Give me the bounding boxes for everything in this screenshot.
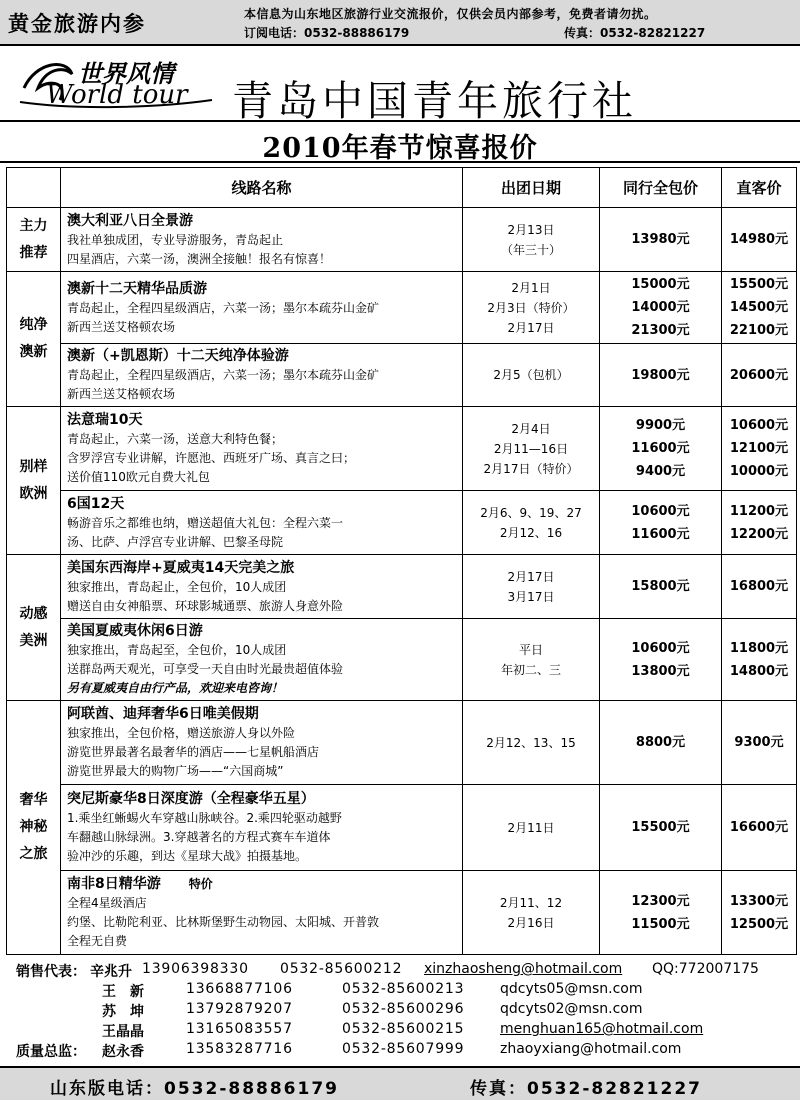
route-name: 美国夏威夷休闲6日游: [67, 623, 203, 639]
date-cell: 2月11日: [463, 785, 600, 871]
route-name: 6国12天: [67, 495, 125, 512]
route-cell: [61, 555, 463, 619]
direct-price-cell: 16800元: [722, 555, 797, 619]
contact-name: 辛兆升: [90, 964, 132, 980]
date-cell: 2月17日 3月17日: [463, 555, 600, 619]
trade-price-cell: 15000元 14000元 21300元: [600, 272, 722, 344]
route-cell: [61, 871, 463, 955]
contact-name: 赵永香: [102, 1044, 144, 1060]
route-cell: [61, 619, 463, 701]
date-cell: 2月4日 2月11—16日 2月17日（特价）: [463, 407, 600, 491]
top-banner: [0, 0, 800, 46]
date-cell: 2月6、9、19、27 2月12、16: [463, 491, 600, 555]
category-cell: 别样欧洲: [7, 407, 61, 555]
route-cell: [61, 491, 463, 555]
divider: [0, 161, 800, 163]
table-row: [7, 619, 797, 701]
bottom-banner: [0, 1066, 800, 1100]
subscribe-phone: 订阅电话：0532-88886179: [244, 26, 410, 40]
category-cell: 主力推荐: [7, 208, 61, 272]
contact-name: 苏 坤: [102, 1004, 144, 1020]
route-desc: 1.乘坐红蜥蜴火车穿越山脉峡谷。2.乘四轮驱动越野 车翻越山脉绿洲。3.穿越著名的方程式赛车车道体 验冲沙的乐趣，到达《星球大战》拍摄基地。: [67, 811, 342, 863]
category-cell: 动感美洲: [7, 555, 61, 701]
header-trade-price: 同行全包价: [600, 168, 722, 208]
table-row: [7, 208, 797, 272]
sales-label: 销售代表：: [16, 964, 86, 980]
trade-price-cell: 9900元 11600元 9400元: [600, 407, 722, 491]
quality-label: 质量总监：: [16, 1044, 86, 1060]
contact-email[interactable]: qdcyts05@msn.com: [500, 981, 643, 997]
route-desc: 畅游音乐之都维也纳，赠送超值大礼包：全程六菜一 汤、比萨、卢浮宫专业讲解、巴黎圣母院: [67, 515, 344, 549]
page-title: 2010年春节惊喜报价: [262, 133, 538, 164]
date-cell: 2月11、12 2月16日: [463, 871, 600, 955]
route-name: 美国东西海岸+夏威夷14天完美之旅: [67, 559, 295, 576]
table-row: [7, 555, 797, 619]
trade-price-cell: 19800元: [600, 344, 722, 407]
world-tour-logo: [16, 52, 216, 114]
table-row: [7, 871, 797, 955]
route-name: 阿联酋、迪拜奢华6日唯美假期: [67, 706, 259, 722]
date-cell: 2月5（包机）: [463, 344, 600, 407]
trade-price-cell: 13980元: [600, 208, 722, 272]
direct-price-cell: 10600元 12100元 10000元: [722, 407, 797, 491]
route-cell: [61, 701, 463, 785]
route-cell: [61, 785, 463, 871]
table-row: [7, 701, 797, 785]
contact-mobile: 13165083557: [186, 1021, 293, 1037]
category-cell: 奢华神秘之旅: [7, 701, 61, 955]
direct-price-cell: 20600元: [722, 344, 797, 407]
direct-price-cell: 13300元 12500元: [722, 871, 797, 955]
agency-name: 青岛中国青年旅行社: [232, 77, 637, 125]
table-row: [7, 344, 797, 407]
route-note: 另有夏威夷自由行产品，欢迎来电咨询！: [67, 681, 284, 695]
contact-phone: 0532-85600215: [342, 1021, 465, 1037]
header-fax: 传真：0532-82821227: [564, 26, 706, 40]
contact-email[interactable]: xinzhaosheng@hotmail.com: [424, 961, 623, 977]
direct-price-cell: 14980元: [722, 208, 797, 272]
direct-price-cell: 9300元: [722, 701, 797, 785]
category-cell: 纯净澳新: [7, 272, 61, 407]
route-desc: 独家推出，全包价格，赠送旅游人身以外险 游览世界最著名最奢华的酒店——七星帆船酒店 游览世界最大的购物广场——“六国商城”: [67, 726, 320, 778]
contact-email[interactable]: menghuan165@hotmail.com: [500, 1021, 704, 1037]
direct-price-cell: 15500元 14500元 22100元: [722, 272, 797, 344]
header-dates: 出团日期: [463, 168, 600, 208]
header-route: 线路名称: [61, 168, 463, 208]
table-header-row: [7, 168, 797, 208]
route-name: 法意瑞10天: [67, 412, 143, 428]
route-desc: 青岛起止，全程四星级酒店，六菜一汤；墨尔本疏芬山金矿 新西兰送艾格顿农场: [67, 300, 380, 334]
route-cell: [61, 407, 463, 491]
trade-price-cell: 10600元 11600元: [600, 491, 722, 555]
footer-fax: 传真：0532-82821227: [470, 1079, 702, 1099]
route-desc: 全程4星级酒店 约堡、比勒陀利亚、比林斯堡野生动物园、太阳城、开普敦 全程无自费: [67, 896, 380, 948]
route-cell: [61, 344, 463, 407]
date-cell: 2月13日 （年三十）: [463, 208, 600, 272]
contact-email[interactable]: zhaoyxiang@hotmail.com: [500, 1041, 682, 1057]
contact-email[interactable]: qdcyts02@msn.com: [500, 1001, 643, 1017]
direct-price-cell: 16600元: [722, 785, 797, 871]
route-name: 南非8日精华游 特价: [67, 876, 213, 892]
contact-mobile: 13792879207: [186, 1001, 293, 1017]
contact-mobile: 13668877106: [186, 981, 293, 997]
header-blank: [7, 168, 61, 208]
route-name: 澳新（+凯恩斯）十二天纯净体验游: [67, 348, 289, 364]
direct-price-cell: 11200元 12200元: [722, 491, 797, 555]
price-table: [6, 167, 797, 955]
route-desc: 独家推出，青岛起止，全包价，10人成团 赠送自由女神船票、环球影城通票、旅游人身意外险: [67, 579, 344, 613]
footer-phone: 山东版电话：0532-88886179: [50, 1079, 339, 1099]
route-desc: 我社单独成团，专业导游服务，青岛起止 四星酒店，六菜一汤，澳洲全接触！报名有惊喜！: [67, 232, 332, 266]
route-cell: [61, 272, 463, 344]
table-row: [7, 407, 797, 491]
divider: [0, 120, 800, 122]
contact-name: 王晶晶: [102, 1024, 144, 1040]
trade-price-cell: 15500元: [600, 785, 722, 871]
contact-qq: QQ:772007175: [652, 961, 759, 977]
trade-price-cell: 8800元: [600, 701, 722, 785]
member-notice: 本信息为山东地区旅游行业交流报价，仅供会员内部参考，免费者请勿扰。: [244, 7, 657, 21]
logo-english-text: World tour: [46, 80, 188, 110]
route-cell: [61, 208, 463, 272]
publication-name: 黄金旅游内参: [8, 12, 146, 36]
contact-phone: 0532-85607999: [342, 1041, 465, 1057]
direct-price-cell: 11800元 14800元: [722, 619, 797, 701]
contact-name: 王 新: [102, 984, 144, 1000]
subscribe-line: [244, 24, 706, 41]
contact-phone: 0532-85600296: [342, 1001, 465, 1017]
trade-price-cell: 12300元 11500元: [600, 871, 722, 955]
table-row: [7, 491, 797, 555]
logo-chinese-text: 世界风情: [78, 59, 174, 88]
trade-price-cell: 15800元: [600, 555, 722, 619]
route-name: 突尼斯豪华8日深度游（全程豪华五星）: [67, 791, 315, 807]
trade-price-cell: 10600元 13800元: [600, 619, 722, 701]
route-name: 澳大利亚八日全景游: [67, 212, 193, 229]
date-cell: 2月1日 2月3日（特价） 2月17日: [463, 272, 600, 344]
contact-phone: 0532-85600213: [342, 981, 465, 997]
route-desc: 独家推出，青岛起至，全包价，10人成团 送群岛两天观光，可享受一天自由时光最贵超值体验: [67, 643, 344, 676]
date-cell: 平日 年初二、三: [463, 619, 600, 701]
contact-phone: 0532-85600212: [280, 961, 403, 977]
table-row: [7, 785, 797, 871]
date-cell: 2月12、13、15: [463, 701, 600, 785]
table-row: [7, 272, 797, 344]
contact-mobile: 13583287716: [186, 1041, 293, 1057]
route-desc: 青岛起止，全程四星级酒店，六菜一汤；墨尔本疏芬山金矿 新西兰送艾格顿农场: [67, 368, 380, 401]
route-name: 澳新十二天精华品质游: [67, 280, 207, 297]
special-price-tag: 特价: [188, 877, 213, 891]
contact-mobile: 13906398330: [142, 961, 249, 977]
header-direct-price: 直客价: [722, 168, 797, 208]
route-desc: 青岛起止，六菜一汤，送意大利特色餐； 含罗浮宫专业讲解，许愿池、西班牙广场、真言之曰； 送价值110欧元自费大礼包: [67, 432, 356, 484]
